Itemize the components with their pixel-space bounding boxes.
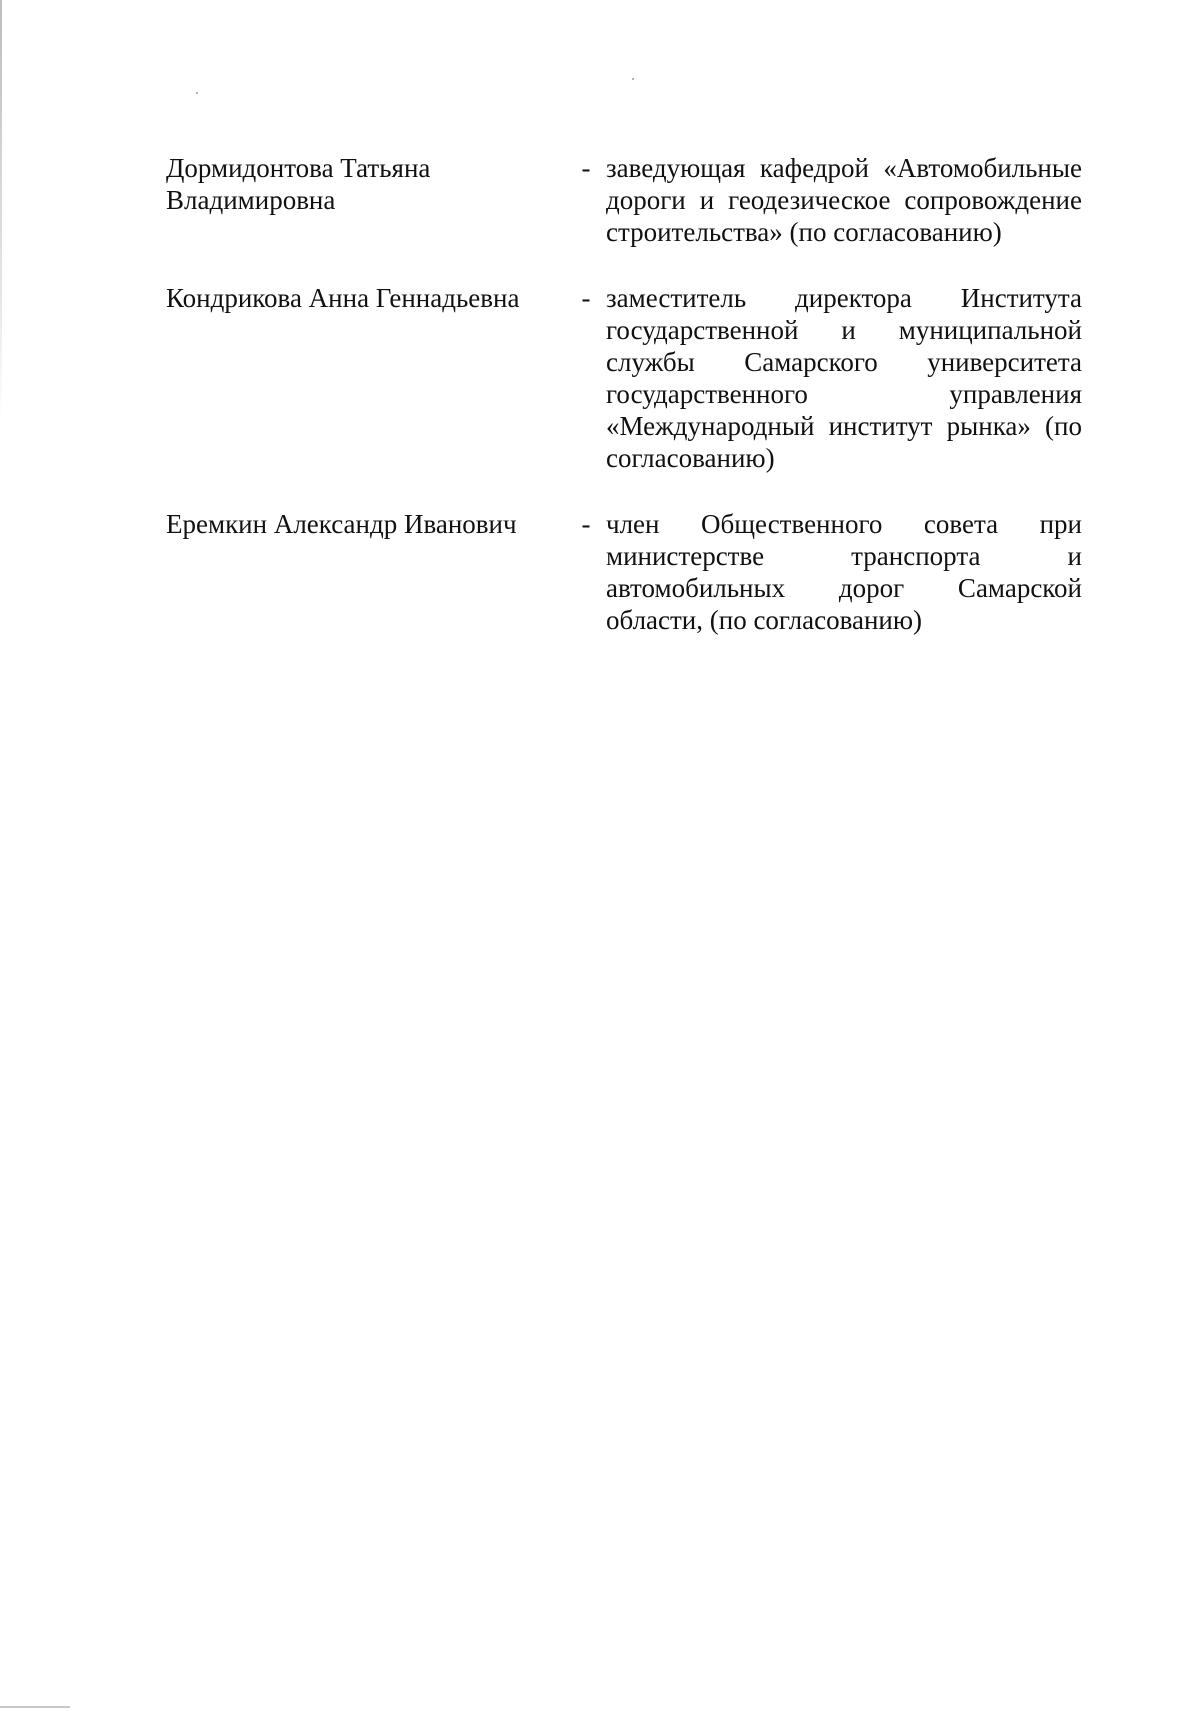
- member-role: заместитель директора Института государственной и муниципальной службы Самарского университета государственного управления «Международный институт рынка» (по согласованию): [606, 283, 1082, 473]
- member-entry: [166, 282, 1112, 474]
- member-entry: [166, 508, 1112, 636]
- member-dash: -: [581, 509, 591, 539]
- scan-speck: [632, 78, 634, 80]
- committee-member-list: [166, 152, 1112, 670]
- scan-left-edge: [0, 0, 2, 420]
- member-role: член Общественного совета при министерстве транспорта и автомобильных дорог Самарской области, (по согласованию): [606, 509, 1082, 635]
- member-name: Дормидонтова Татьяна Владимировна: [166, 153, 431, 215]
- scan-speck: [196, 92, 198, 94]
- member-name: Еремкин Александр Иванович: [166, 509, 517, 539]
- member-entry: [166, 152, 1112, 248]
- member-dash: -: [581, 283, 591, 313]
- member-name: Кондрикова Анна Геннадьевна: [166, 283, 520, 313]
- member-dash: -: [581, 153, 591, 183]
- scan-bottom-edge: [0, 1706, 70, 1708]
- member-role: заведующая кафедрой «Автомобильные дороги и геодезическое сопровождение строительства» (по согласованию): [606, 153, 1082, 247]
